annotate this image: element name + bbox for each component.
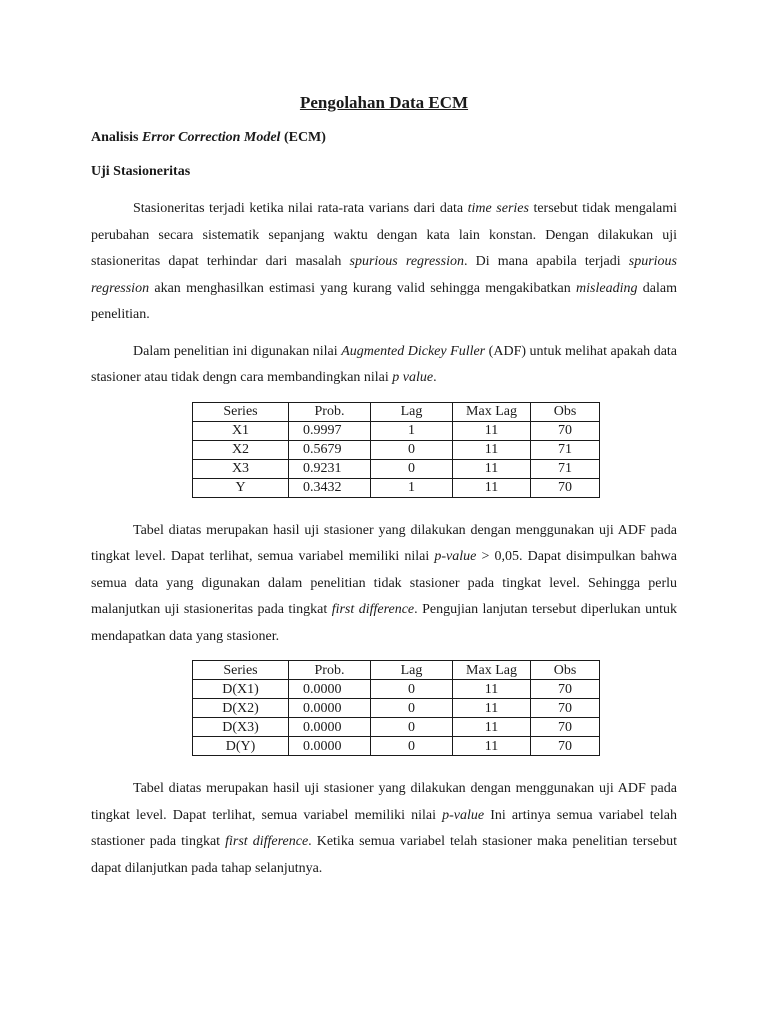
paragraph-adf: [91, 339, 677, 392]
cell-max-lag: 11: [453, 718, 531, 737]
italic-term: p-value: [434, 549, 477, 564]
cell-lag: 1: [371, 421, 453, 440]
cell-prob: 0.0000: [289, 718, 371, 737]
table-row: [193, 737, 600, 756]
cell-prob: 0.0000: [289, 699, 371, 718]
italic-term: p-value: [442, 807, 485, 823]
paragraph-level-result: [91, 518, 677, 651]
cell-prob: 0.9997: [289, 421, 371, 440]
table-header-row: [193, 661, 600, 680]
heading-analysis-italic: Error Correction Model: [141, 130, 281, 145]
italic-term: misleading: [576, 280, 638, 296]
table-row: [193, 478, 600, 497]
column-header-series: Series: [193, 661, 289, 680]
table-adf-level: [192, 402, 600, 498]
table-row: [193, 459, 600, 478]
cell-lag: 0: [371, 718, 453, 737]
italic-term: p value: [392, 370, 434, 385]
table-row: [193, 421, 600, 440]
cell-lag: 0: [371, 737, 453, 756]
paragraph-stasioneritas: [91, 196, 677, 329]
document-title: Pengolahan Data ECM: [299, 93, 469, 112]
heading-analysis-suffix: (ECM): [280, 130, 326, 145]
cell-obs: 71: [531, 440, 600, 459]
table-row: [193, 440, 600, 459]
cell-obs: 70: [531, 737, 600, 756]
cell-lag: 0: [371, 440, 453, 459]
cell-obs: 70: [531, 478, 600, 497]
cell-series: D(X3): [193, 718, 289, 737]
cell-series: X2: [193, 440, 289, 459]
text-run: Tabel diatas merupakan hasil uji stasioner yang dilakukan dengan menggunakan uji ADF pada tingkat level. Dapat terlihat, semua variabel memiliki nilai: [91, 522, 677, 564]
text-run: . Pengujian lanjutan tersebut diperlukan untuk mendapatkan data yang stasioner.: [91, 602, 678, 644]
text-run: .: [433, 370, 437, 385]
cell-obs: 70: [531, 421, 600, 440]
cell-obs: 70: [531, 680, 600, 699]
cell-max-lag: 11: [453, 459, 531, 478]
italic-term: first difference: [225, 834, 309, 849]
column-header-prob: Prob.: [289, 402, 371, 421]
cell-lag: 0: [371, 680, 453, 699]
column-header-series: Series: [193, 402, 289, 421]
cell-prob: 0.5679: [289, 440, 371, 459]
column-header-obs: Obs: [531, 402, 600, 421]
table-row: [193, 699, 600, 718]
text-run: Tabel diatas merupakan hasil uji stasioner yang dilakukan dengan menggunakan uji ADF pada tingkat level. Dapat terlihat, semua variabel memiliki nilai: [91, 781, 677, 823]
cell-obs: 70: [531, 718, 600, 737]
text-run: akan menghasilkan estimasi yang kurang valid sehingga mengakibatkan: [149, 280, 577, 296]
text-run: dalam penelitian.: [91, 280, 677, 322]
cell-max-lag: 11: [453, 440, 531, 459]
text-run: Dalam penelitian ini digunakan nilai: [133, 343, 342, 359]
cell-lag: 0: [371, 459, 453, 478]
column-header-prob: Prob.: [289, 661, 371, 680]
table-adf-first-difference: [192, 660, 600, 756]
cell-lag: 0: [371, 699, 453, 718]
cell-obs: 71: [531, 459, 600, 478]
column-header-lag: Lag: [371, 661, 453, 680]
table-row: [193, 680, 600, 699]
text-run: > 0,05. Dapat disimpulkan bahwa semua data yang digunakan dalam penelitian tidak stasioner pada tingkat level. Sehingga perlu malanjutkan uji stasioneritas pada tingkat: [91, 549, 677, 617]
cell-series: X1: [193, 421, 289, 440]
cell-prob: 0.9231: [289, 459, 371, 478]
cell-obs: 70: [531, 699, 600, 718]
cell-max-lag: 11: [453, 737, 531, 756]
cell-max-lag: 11: [453, 680, 531, 699]
cell-series: X3: [193, 459, 289, 478]
italic-term: spurious regression: [91, 254, 677, 296]
cell-prob: 0.3432: [289, 478, 371, 497]
heading-analysis-prefix: Analisis: [91, 130, 142, 145]
text-run: Ini artinya semua variabel telah stastioner pada tingkat: [91, 807, 678, 849]
cell-max-lag: 11: [453, 421, 531, 440]
text-run: (ADF) untuk melihat apakah data stasioner atau tidak dengn cara membandingkan nilai: [91, 343, 678, 385]
cell-series: Y: [193, 478, 289, 497]
cell-max-lag: 11: [453, 699, 531, 718]
heading-uji-stasioneritas: Uji Stasioneritas: [91, 164, 191, 179]
italic-term: time series: [467, 201, 529, 216]
column-header-obs: Obs: [531, 661, 600, 680]
table-row: [193, 718, 600, 737]
column-header-lag: Lag: [371, 402, 453, 421]
cell-series: D(X1): [193, 680, 289, 699]
cell-prob: 0.0000: [289, 737, 371, 756]
column-header-max-lag: Max Lag: [453, 402, 531, 421]
text-run: . Di mana apabila terjadi: [463, 254, 629, 269]
cell-max-lag: 11: [453, 478, 531, 497]
column-header-max-lag: Max Lag: [453, 661, 531, 680]
cell-prob: 0.0000: [289, 680, 371, 699]
text-run: tersebut tidak mengalami perubahan secara sistematik sepanjang waktu dengan kata lain konstan. Dengan dilakukan uji stasioneritas dapat terhindar dari masalah: [91, 201, 677, 269]
heading-analysis: [91, 128, 677, 148]
text-run: . Ketika semua variabel telah stasioner maka penelitian tersebut dapat dilanjutkan pada tahap selanjutnya.: [91, 834, 677, 876]
italic-term: Augmented Dickey Fuller: [341, 343, 486, 359]
cell-series: D(Y): [193, 737, 289, 756]
cell-series: D(X2): [193, 699, 289, 718]
text-run: Stasioneritas terjadi ketika nilai rata-rata varians dari data: [133, 201, 468, 216]
table-header-row: [193, 402, 600, 421]
italic-term: first difference: [331, 602, 415, 617]
paragraph-first-difference-result: [91, 776, 677, 882]
italic-term: spurious regression: [349, 254, 464, 269]
cell-lag: 1: [371, 478, 453, 497]
